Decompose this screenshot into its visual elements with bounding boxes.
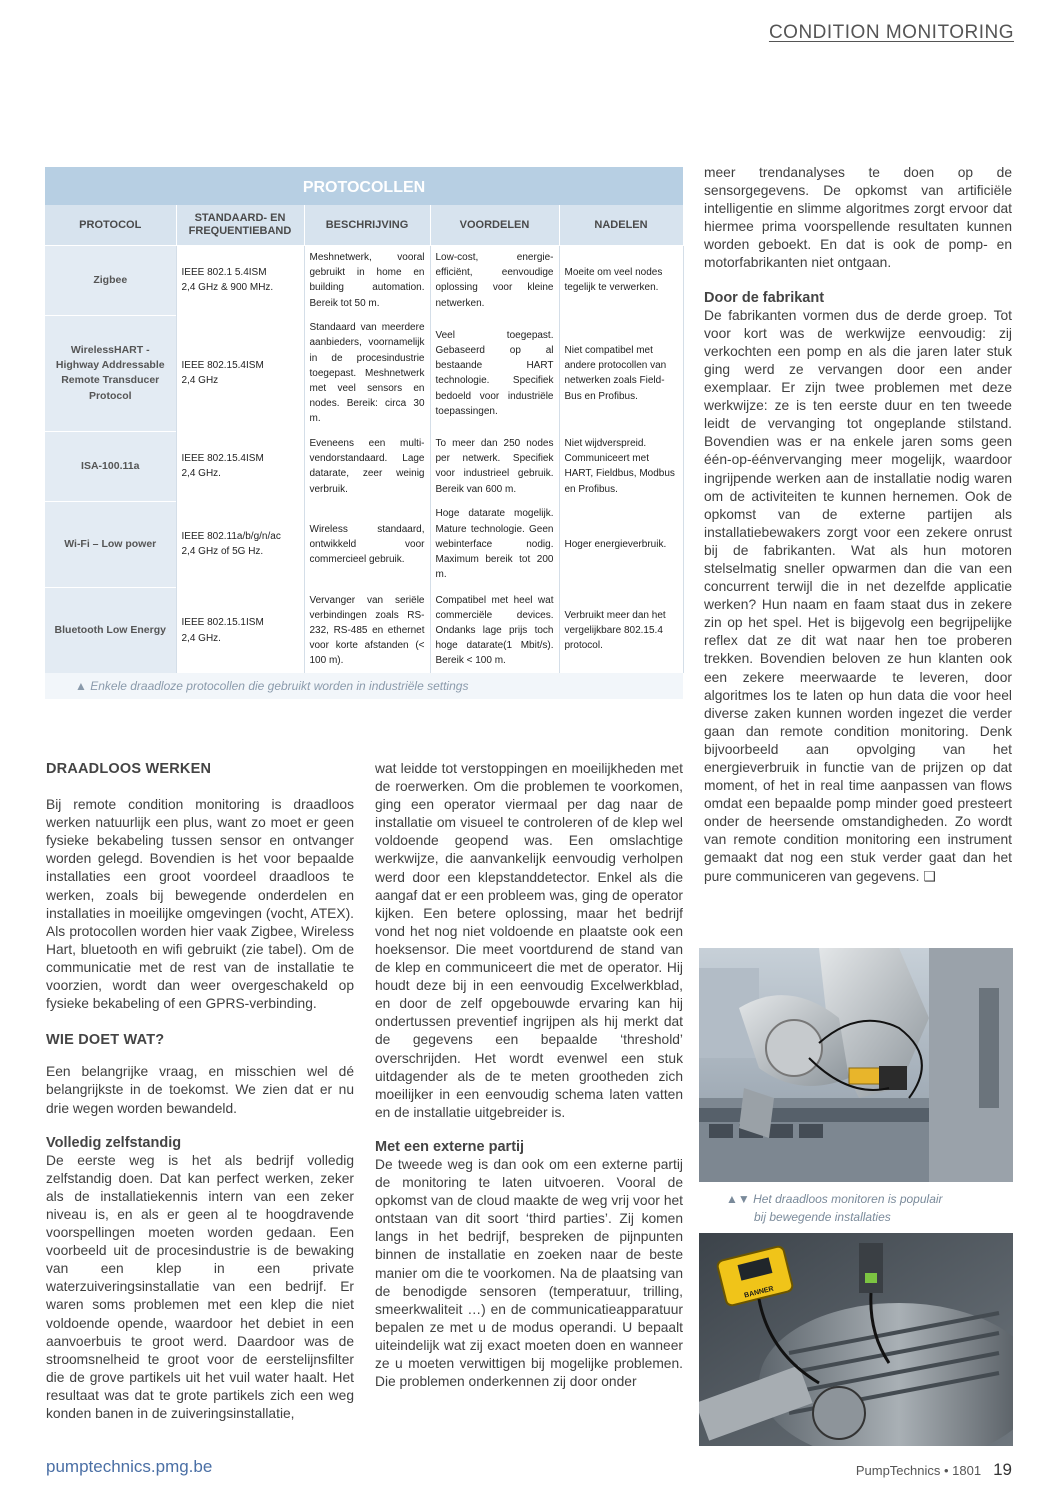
standard-cell: IEEE 802.15.1ISM 2,4 GHz. [176, 587, 304, 673]
subheading-fabrikant: Door de fabrikant [704, 289, 825, 306]
advantages-cell: Low-cost, energie-efficiënt, eenvoudige oplossing voor kleine netwerken. [430, 246, 559, 316]
table-row [45, 501, 683, 587]
heading-draadloos: DRAADLOOS WERKEN [46, 761, 212, 777]
paragraph: meer trendanalyses te doen op de sensorgegevens. De opkomst van artificiële intelligentie en slimme algoritmes zorgt ervoor dat hiermee prima voorspellende resultaten kunnen worden geboekt. En dat is ook de pomp- en motorfabrikanten niet ontgaan. [704, 165, 1012, 271]
section-title: CONDITION MONITORING [768, 22, 1014, 43]
robot-arm-image [699, 948, 1013, 1182]
subheading-externe-partij: Met een externe partij [375, 1138, 525, 1155]
page-number: 19 [993, 1460, 1012, 1479]
standard-cell: IEEE 802.15.4ISM 2,4 GHz [176, 315, 304, 431]
footer-url[interactable]: pumptechnics.pmg.be [46, 1457, 213, 1476]
column-header: NADELEN [559, 205, 683, 246]
column-header: VOORDELEN [430, 205, 559, 246]
description-cell: Standaard van meerdere aanbieders, voornamelijk in de procesindustrie toegepast. Meshnetwerk met veel sensors en nodes. Bereik: circa 30 m. [304, 315, 430, 431]
column-right [704, 164, 1012, 886]
table-row [45, 431, 683, 501]
standard-cell: IEEE 802.15.4ISM 2,4 GHz. [176, 431, 304, 501]
standard-cell: IEEE 802.11a/b/g/n/ac 2,4 GHz of 5G Hz. [176, 501, 304, 587]
column-middle [375, 760, 683, 1391]
motor-sensor-photo [699, 1233, 1013, 1446]
disadvantages-cell: Verbruikt meer dan het vergelijkbare 802.15.4 protocol. [559, 587, 683, 673]
paragraph: Bij remote condition monitoring is draadloos werken natuurlijk een plus, want zo moet er geen fysieke bekabeling tussen sensor en ontvanger worden gelegd. Bovendien is het voor bepaalde installaties een groot voordeel draadloos te werken, zoals bij bewegende onderdelen en installaties in moeilijke omgevingen (vocht, ATEX). Als protocollen worden hier vaak Zigbee, Wireless Hart, bluetooth en wifi gebruikt (zie tabel). Om de communicatie met de rest van de installatie te voorzien, wordt dan weer overgeschakeld op fysieke bekabeling of een GPRS-verbinding. [46, 797, 354, 1012]
column-header: PROTOCOL [45, 205, 176, 246]
protocol-cell: WirelessHART - Highway Addressable Remote Transducer Protocol [45, 315, 176, 431]
description-cell: Eveneens een multi-vendorstandaard. Lage datarate, zeer weinig verbruik. [304, 431, 430, 501]
subheading-zelfstandig: Volledig zelfstandig [46, 1134, 182, 1151]
column-header: STANDAARD- EN FREQUENTIEBAND [176, 205, 304, 246]
advantages-cell: Veel toegepast. Gebaseerd op al bestaande HART technologie. Specifiek bedoeld voor industriële toepassingen. [430, 315, 559, 431]
table-row [45, 587, 683, 673]
table-caption: ▲ Enkele draadloze protocollen die gebruikt worden in industriële settings [75, 679, 469, 694]
image-caption: ▲▼ Het draadloos monitoren is populair bij bewegende installaties [726, 1192, 943, 1224]
motor-sensor-image [699, 1233, 1013, 1446]
disadvantages-cell: Hoger energieverbruik. [559, 501, 683, 587]
table-title: PROTOCOLLEN [45, 167, 683, 205]
column-header: BESCHRIJVING [304, 205, 430, 246]
paragraph: wat leidde tot verstoppingen en moeilijkheden met de roerwerken. Om die problemen te voorkomen, ging een operator viermaal per dag naar de installatie om visueel te controleren of de klep wel voldoende geopend was. Een omslachtige werkwijze, die aanvankelijk eenvoudig verholpen werd door een klepstanddetector. Enkel als die aangaf dat er een probleem was, ging de operator kijken. Een betere oplossing, maar het bedrijf vond het nog niet voldoende en plaatste ook een hoeksensor. Die meet voortdurend de stand van de klep en communiceert die met de operator. Hij houdt deze bij in een eenvoudig Excelwerkblad, en door de zelf opgebouwde ervaring kan hij ondertussen preventief ingrijpen als hij merkt dat de gegevens een bepaalde ‘threshold’ overschrijden. Het wordt evenwel een stuk uitdagender als de te meten grootheden zich moeilijker in een eenvoudig schema laten vatten en de installatie uitgebreider is. [375, 761, 683, 1120]
advantages-cell: To meer dan 250 nodes per netwerk. Specifiek voor industrieel gebruik. Bereik van 600 m. [430, 431, 559, 501]
standard-cell: IEEE 802.1 5.4ISM 2,4 GHz & 900 MHz. [176, 246, 304, 316]
description-cell: Vervanger van seriële verbindingen zoals RS-232, RS-485 en ethernet voor korte afstanden (< 100 m). [304, 587, 430, 673]
disadvantages-cell: Niet compatibel met andere protocollen van netwerken zoals Field-Bus en Profibus. [559, 315, 683, 431]
protocol-cell: Wi-Fi – Low power [45, 501, 176, 587]
end-mark-icon: ❑ [923, 868, 936, 884]
protocol-table [45, 167, 683, 699]
table-header-row [45, 205, 683, 246]
protocol-grid [45, 205, 684, 673]
paragraph: De fabrikanten vormen dus de derde groep. Tot voor kort was de werkwijze eenvoudig: zij verkochten een pomp en als die jaren later stuk ging werd ze vervangen door een ander exemplaar. Er zijn twee problemen met deze werkwijze: ze is ten eerste duur en ten tweede leidt de vervanging tot ongeplande stilstand. Bovendien was er na enkele jaren soms geen één-op-éénvervanging meer mogelijk, waardoor ingrijpende werken aan de installatie nodig waren om de activiteiten te kunnen hernemen. Ook de opkomst van de externe partijen als installatiebewakers zorgt voor een zekere onrust bij de fabrikanten. Wat als hun motoren stelselmatig sneller opwarmen dan die van een concurrent terwijl die in net dezelfde applicatie werken? Hun naam en faam staat dus in zekere zin op het spel. Het is bijgevolg een begrijpelijke reflex dat ze dit wat naar hen toe proberen trekken. Bovendien beloven ze hun klanten ook een zekere meerwaarde te leveren, door algoritmes los te laten op hun data die voor heel diverse zaken kunnen worden ingezet die verder gaan dan remote condition monitoring. Denk bijvoorbeeld aan opvolging van het energieverbruik in functie van de prijzen op dat moment, of het in real time aanpassen van flows omdat een bepaalde pomp minder goed presteert onder de heersende omstandigheden. Zo wordt van remote condition monitoring een instrument gemaakt dat nog een stuk verder gaat dan het pure communiceren van gegevens. ❑ [704, 307, 1012, 884]
advantages-cell: Compatibel met heel wat commerciële devices. Ondanks lage prijs toch hoge datarate(1 Mbit/s). Bereik < 100 m. [430, 587, 559, 673]
disadvantages-cell: Moeite om veel nodes tegelijk te verwerken. [559, 246, 683, 316]
table-row [45, 315, 683, 431]
column-left [46, 760, 354, 1423]
advantages-cell: Hoge datarate mogelijk. Mature technologie. Geen webinterface nodig. Maximum bereik tot 200 m. [430, 501, 559, 587]
description-cell: Wireless standaard, ontwikkeld voor commercieel gebruik. [304, 501, 430, 587]
protocol-cell: ISA-100.11a [45, 431, 176, 501]
sensor-brand-label: BANNER [743, 1285, 775, 1300]
protocol-cell: Zigbee [45, 246, 176, 316]
footer-magazine: PumpTechnics • 1801 19 [855, 1460, 1012, 1479]
description-cell: Meshnetwerk, vooral gebruikt in home en building automation. Bereik tot 50 m. [304, 246, 430, 316]
protocol-cell: Bluetooth Low Energy [45, 587, 176, 673]
table-row [45, 246, 683, 316]
paragraph: De eerste weg is het als bedrijf volledig zelfstandig doen. Dat kan perfect werken, zeker als de installatiekennis intern van een zeker niveau is, en als er geen al te hoogdravende voorspellingen moeten worden gedaan. Een voorbeeld uit de procesindustrie is de bewaking van een klep in een private waterzuiveringsinstallatie van een bedrijf. Er waren soms problemen met een klep die niet voldoende opende, waardoor het debiet in een aanvoerbuis te groot werd. Daardoor was de stroomsnelheid te groot voor de eerstelijnsfilter die de grove partikels uit het vuil water haalt. Het resultaat was dat te grote partikels zich een weg konden banen in de zuiveringsinstallatie, [46, 1152, 354, 1421]
heading-wie-doet-wat: WIE DOET WAT? [46, 1032, 165, 1049]
paragraph: De tweede weg is dan ook om een externe partij de monitoring te laten uitvoeren. Vooral de opkomst van de cloud maakte de weg vrij voor het ontstaan van dit soort ‘third parties’. Zij komen langs in het bedrijf, bespreken de pijnpunten binnen de installatie en zoeken naar de beste manier om die te voorkomen. Na de plaatsing van de benodigde sensoren (temperatuur, trilling, smeerkwaliteit …) en de communicatieapparatuur bepalen ze met u de modus operandi. U bepaalt uiteindelijk wat zij exact moeten doen en wanneer ze u moeten verwittigen bij mogelijke problemen. Die problemen onderkennen zij door onder [375, 1156, 683, 1390]
disadvantages-cell: Niet wijdverspreid. Communiceert met HART, Fieldbus, Modbus en Profibus. [559, 431, 683, 501]
robot-arm-photo [699, 948, 1013, 1182]
paragraph: Een belangrijke vraag, en misschien wel dé belangrijkste in de toekomst. We zien dat er nu drie wegen worden bewandeld. [46, 1064, 354, 1116]
